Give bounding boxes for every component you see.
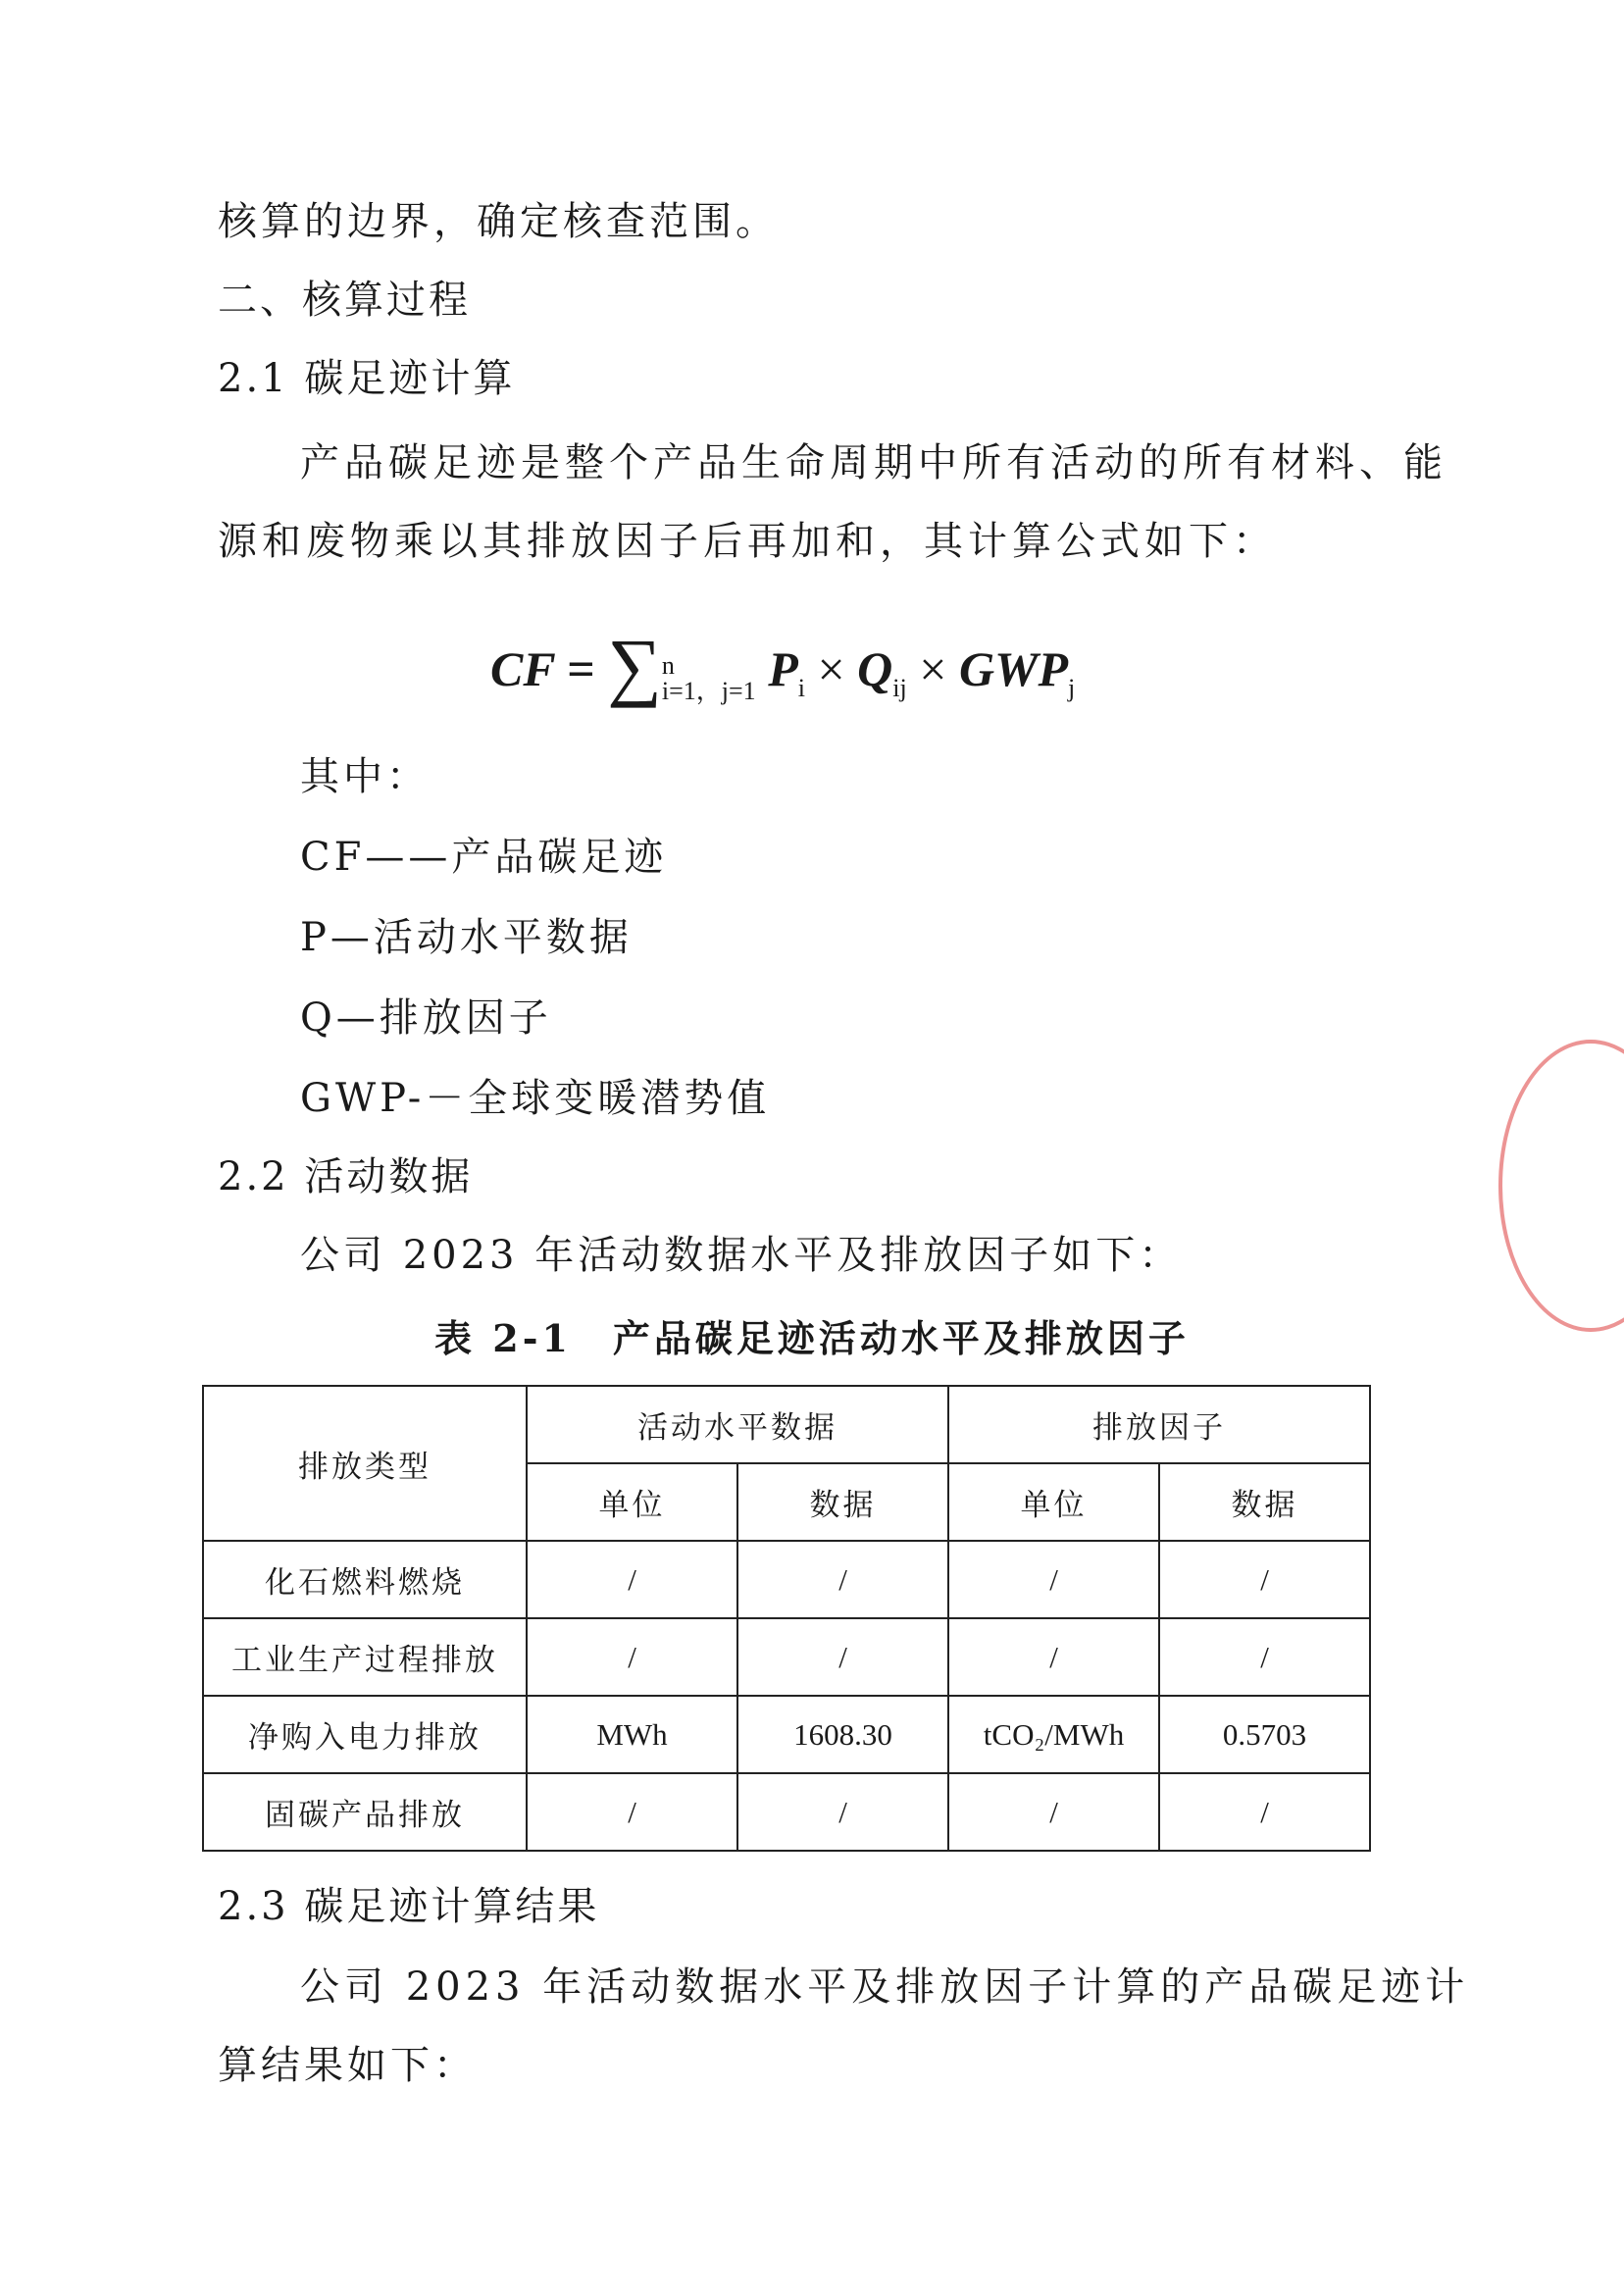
paragraph-footprint-line2: 源和废物乘以其排放因子后再加和，其计算公式如下：	[218, 519, 1277, 564]
table-row	[203, 1618, 1370, 1696]
company-seal-stamp	[1498, 1040, 1624, 1332]
formula-q-sub: ij	[892, 674, 907, 702]
header-activity-data: 活动水平数据	[527, 1386, 948, 1463]
table-row	[203, 1541, 1370, 1618]
table-row	[203, 1773, 1370, 1851]
formula-times-2: ×	[919, 641, 947, 696]
sigma-upper: n	[661, 650, 675, 680]
cell-unit-activity: MWh	[527, 1696, 737, 1773]
cell-data-factor: /	[1159, 1618, 1370, 1696]
definition-q: Q—排放因子	[300, 995, 552, 1041]
subheader-data-activity: 数据	[737, 1463, 948, 1541]
formula-p: P	[768, 641, 798, 696]
header-emission-factor: 排放因子	[948, 1386, 1370, 1463]
subsection-heading-2-2: 2.2 活动数据	[218, 1154, 474, 1199]
cell-type: 工业生产过程排放	[203, 1618, 527, 1696]
cell-data-factor: /	[1159, 1773, 1370, 1851]
formula-gwp-sub: j	[1068, 674, 1076, 702]
header-emission-type: 排放类型	[203, 1386, 527, 1541]
cell-type: 固碳产品排放	[203, 1773, 527, 1851]
cell-data-factor: 0.5703	[1159, 1696, 1370, 1773]
cell-data-activity: /	[737, 1773, 948, 1851]
cell-unit-activity: /	[527, 1618, 737, 1696]
paragraph-boundary: 核算的边界，确定核查范围。	[218, 199, 779, 244]
formula-gwp: GWP	[958, 641, 1069, 696]
formula-p-sub: i	[797, 674, 805, 702]
paragraph-footprint-line1: 产品碳足迹是整个产品生命周期中所有活动的所有材料、能	[300, 440, 1447, 485]
paragraph-result-line1: 公司 2023 年活动数据水平及排放因子计算的产品碳足迹计	[300, 1964, 1470, 2010]
formula-lhs: CF	[490, 641, 555, 696]
cell-data-factor: /	[1159, 1541, 1370, 1618]
cell-unit-factor: /	[948, 1773, 1159, 1851]
sigma-limits	[661, 650, 756, 705]
definition-p: P—活动水平数据	[300, 915, 633, 960]
cell-data-activity: /	[737, 1541, 948, 1618]
cell-unit-activity: /	[527, 1541, 737, 1618]
paragraph-result-line2: 算结果如下：	[218, 2043, 477, 2088]
formula-q: Q	[857, 641, 893, 696]
activity-data-table	[202, 1385, 1371, 1852]
formula-equals: =	[567, 641, 595, 696]
cell-unit-factor: /	[948, 1618, 1159, 1696]
cell-data-activity: 1608.30	[737, 1696, 948, 1773]
sigma-lower: i=1，j=1	[661, 676, 756, 705]
definition-cf: CF——产品碳足迹	[300, 835, 668, 880]
cell-data-activity: /	[737, 1618, 948, 1696]
subsection-heading-2-1: 2.1 碳足迹计算	[218, 356, 516, 401]
sigma-symbol: ∑	[607, 623, 662, 708]
where-label: 其中：	[300, 754, 430, 799]
definition-gwp: GWP-－全球变暖潜势值	[300, 1076, 771, 1121]
cell-unit-factor: /	[948, 1541, 1159, 1618]
table-row	[203, 1696, 1370, 1773]
subheader-data-factor: 数据	[1159, 1463, 1370, 1541]
cell-unit-factor: tCO₂/MWh	[948, 1696, 1159, 1773]
subheader-unit-factor: 单位	[948, 1463, 1159, 1541]
cell-type: 化石燃料燃烧	[203, 1541, 527, 1618]
paragraph-activity: 公司 2023 年活动数据水平及排放因子如下：	[300, 1233, 1183, 1278]
table-caption: 表 2-1 产品碳足迹活动水平及排放因子	[434, 1316, 1190, 1360]
formula-times-1: ×	[817, 641, 845, 696]
cell-type: 净购入电力排放	[203, 1696, 527, 1773]
table-header-row	[203, 1386, 1370, 1463]
carbon-footprint-formula	[490, 616, 1076, 708]
section-heading-process: 二、核算过程	[218, 278, 471, 323]
subsection-heading-2-3: 2.3 碳足迹计算结果	[218, 1884, 600, 1929]
cell-unit-activity: /	[527, 1773, 737, 1851]
subheader-unit-activity: 单位	[527, 1463, 737, 1541]
